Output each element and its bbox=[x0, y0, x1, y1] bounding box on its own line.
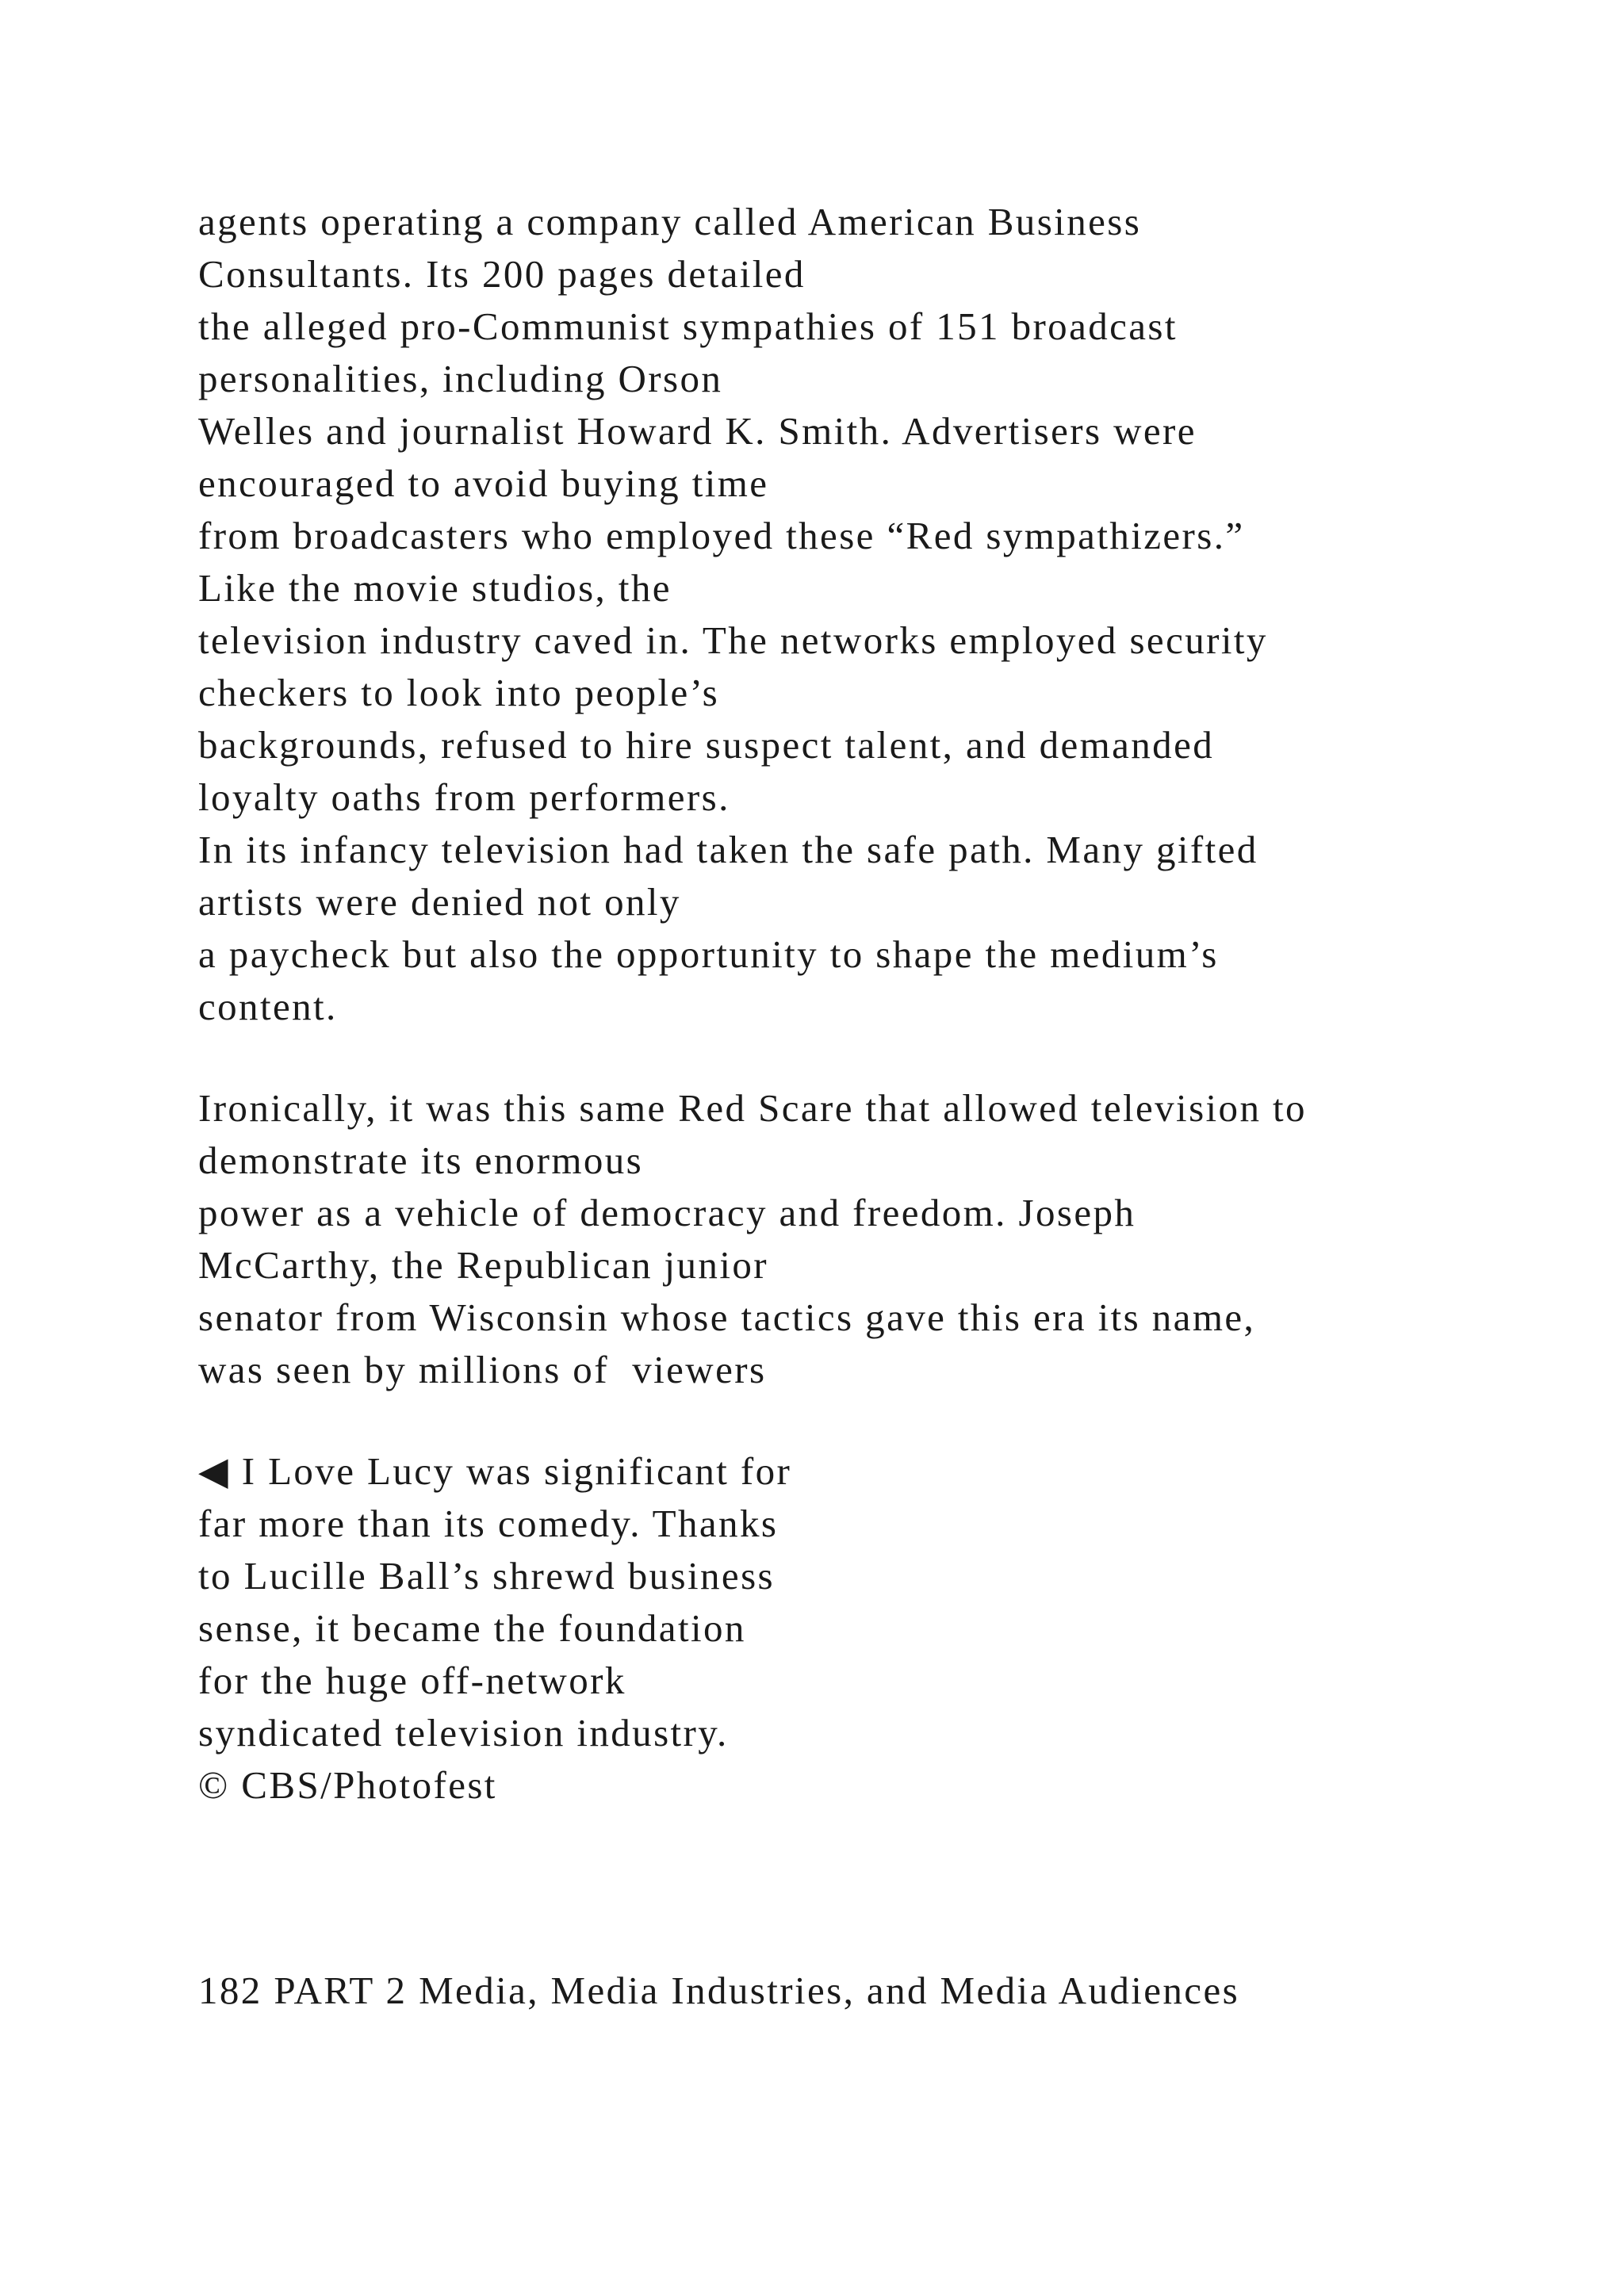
footer-text: 182 PART 2 Media, Media Industries, and Media Audiences bbox=[198, 1969, 1240, 2012]
text-line: Ironically, it was this same Red Scare that allowed television to bbox=[198, 1086, 1307, 1130]
caption-line: sense, it became the foundation bbox=[198, 1606, 746, 1650]
text-line: content. bbox=[198, 985, 338, 1028]
caption-line: for the huge off-network bbox=[198, 1659, 626, 1702]
text-line: demonstrate its enormous bbox=[198, 1138, 644, 1182]
text-line: Consultants. Its 200 pages detailed bbox=[198, 252, 806, 296]
text-line: loyalty oaths from performers. bbox=[198, 775, 730, 819]
text-line: encouraged to avoid buying time bbox=[198, 461, 769, 505]
text-line: from broadcasters who employed these “Red sympathizers.” bbox=[198, 514, 1245, 557]
photo-caption bbox=[198, 1445, 791, 1812]
caption-line: ◀ I Love Lucy was significant for bbox=[198, 1449, 792, 1493]
text-line: artists were denied not only bbox=[198, 880, 681, 924]
caption-line: far more than its comedy. Thanks bbox=[198, 1502, 779, 1545]
caption-line: to Lucille Ball’s shrewd business bbox=[198, 1554, 776, 1598]
text-line: television industry caved in. The networks employed security bbox=[198, 618, 1268, 662]
text-line: the alleged pro-Communist sympathies of 151 broadcast bbox=[198, 304, 1178, 348]
text-line: McCarthy, the Republican junior bbox=[198, 1243, 768, 1287]
body-paragraph-2 bbox=[198, 1082, 1307, 1396]
text-line: power as a vehicle of democracy and freedom. Joseph bbox=[198, 1191, 1136, 1234]
text-line: senator from Wisconsin whose tactics gave this era its name, bbox=[198, 1295, 1256, 1339]
text-line: Like the movie studios, the bbox=[198, 566, 672, 610]
caption-line: syndicated television industry. bbox=[198, 1711, 729, 1755]
page-footer bbox=[198, 1965, 1239, 2017]
text-line: a paycheck but also the opportunity to shape the medium’s bbox=[198, 932, 1219, 976]
text-line: Welles and journalist Howard K. Smith. Advertisers were bbox=[198, 409, 1197, 453]
text-line: In its infancy television had taken the safe path. Many gifted bbox=[198, 828, 1258, 871]
photo-credit: © CBS/Photofest bbox=[198, 1763, 497, 1807]
text-line: personalities, including Orson bbox=[198, 357, 723, 400]
text-line: was seen by millions of viewers bbox=[198, 1348, 767, 1391]
text-line: backgrounds, refused to hire suspect talent, and demanded bbox=[198, 723, 1215, 767]
text-line: checkers to look into people’s bbox=[198, 671, 720, 714]
body-paragraph-1 bbox=[198, 196, 1268, 1033]
text-line: agents operating a company called American Business bbox=[198, 200, 1142, 243]
